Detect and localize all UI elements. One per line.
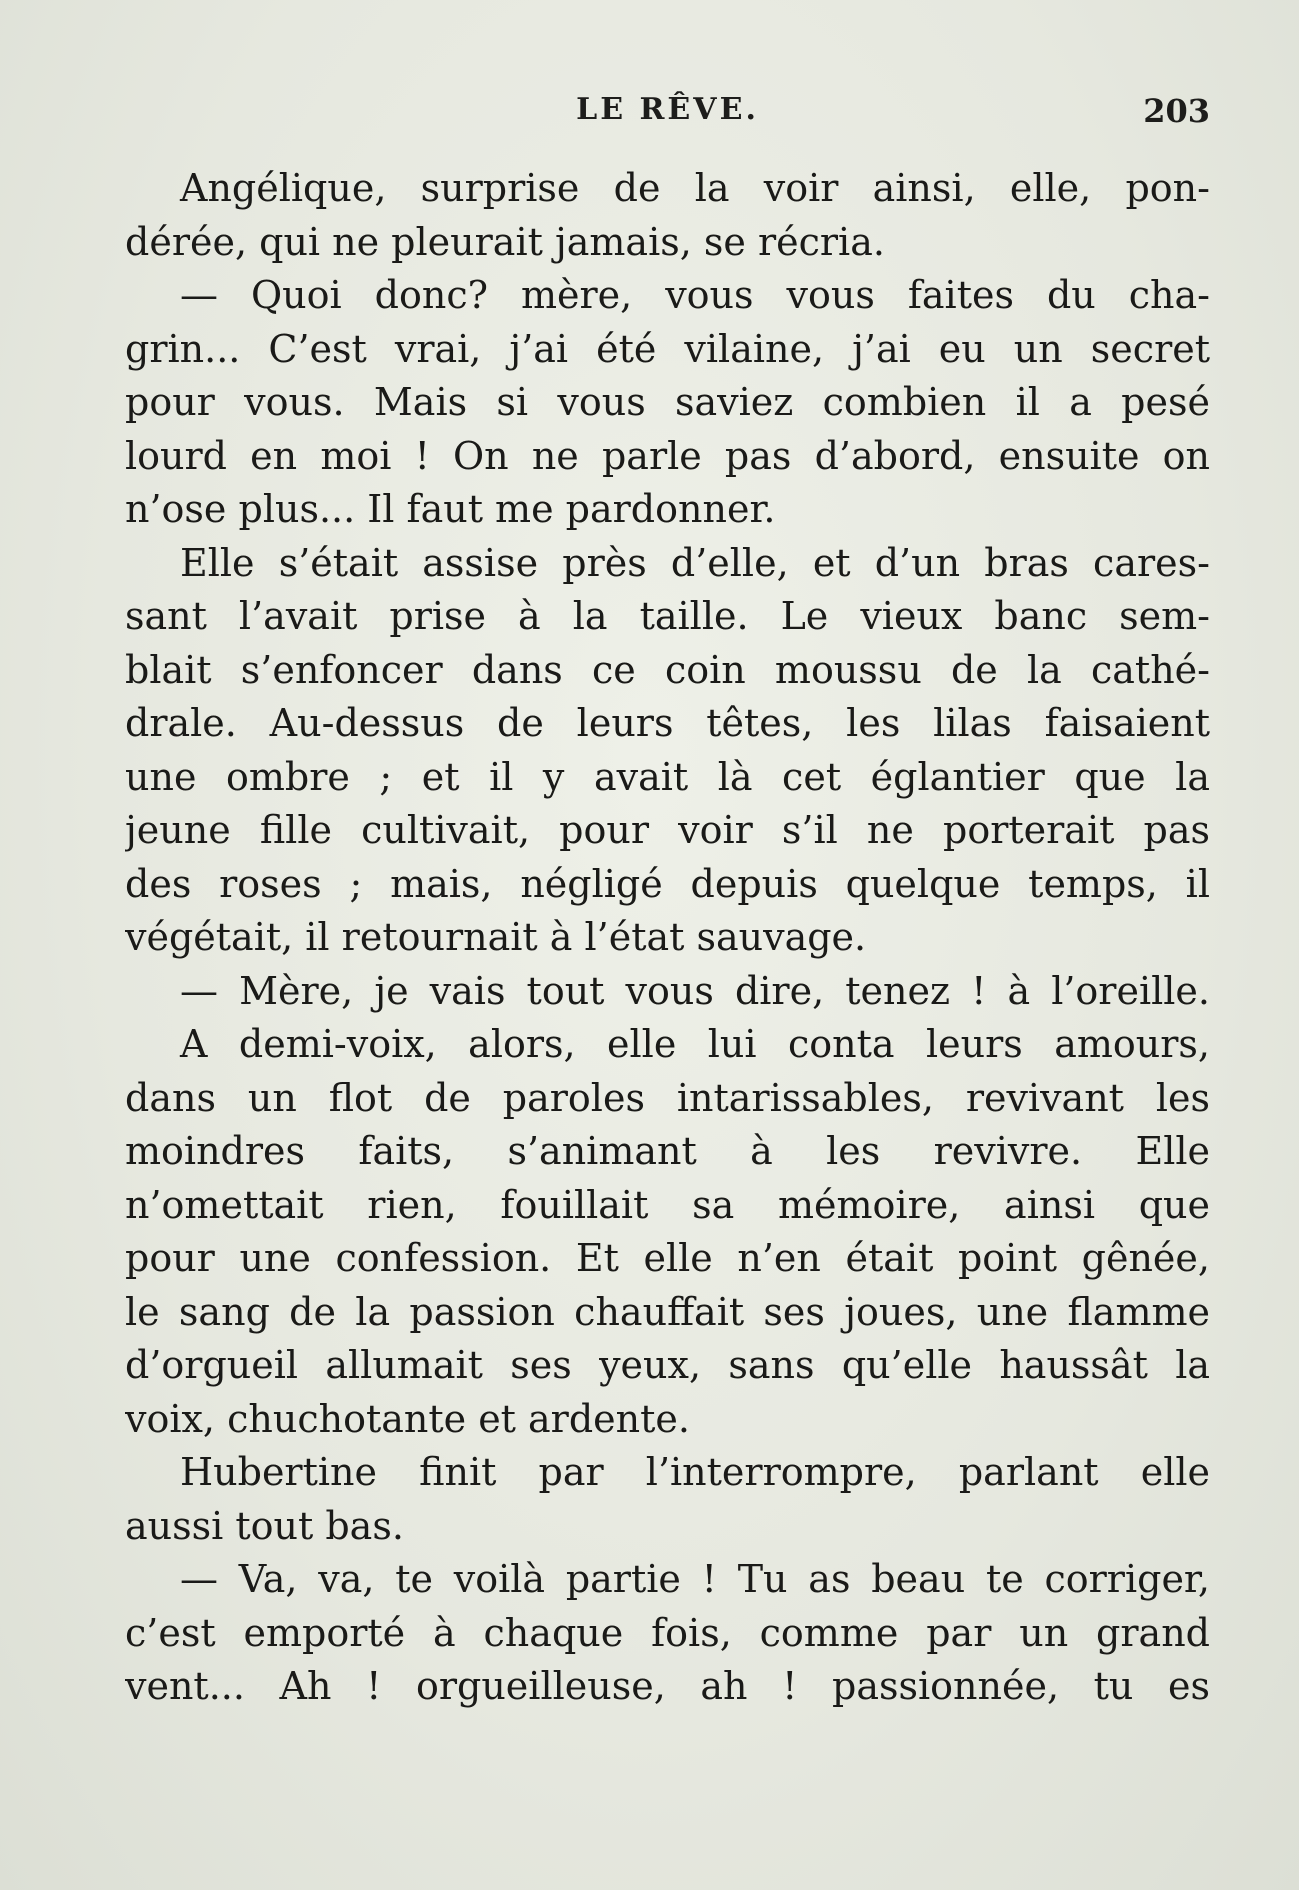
text-line: grin... C’est vrai, j’ai été vilaine, j’ai eu un secret (125, 326, 1210, 371)
text-line: Elle s’était assise près d’elle, et d’un bras cares- (180, 540, 1210, 585)
text-line: voix, chuchotante et ardente. (125, 1396, 690, 1441)
text-line: dérée, qui ne pleurait jamais, se récria. (125, 219, 885, 264)
text-line: le sang de la passion chauffait ses joues, une flamme (125, 1289, 1210, 1334)
text-line: c’est emporté à chaque fois, comme par un grand (125, 1610, 1210, 1655)
text-line: lourd en moi ! On ne parle pas d’abord, ensuite on (125, 433, 1210, 478)
text-line: pour vous. Mais si vous saviez combien il a pesé (125, 380, 1210, 424)
text-line: végétait, il retournait à l’état sauvage. (125, 915, 867, 959)
text-line: des roses ; mais, négligé depuis quelque temps, il (125, 861, 1210, 906)
body-text (125, 162, 1210, 1714)
text-line: pour une confession. Et elle n’en était point gênée, (125, 1236, 1210, 1280)
page-header (125, 92, 1210, 142)
text-line: jeune fille cultivait, pour voir s’il ne porterait pas (125, 808, 1210, 852)
text-line: Hubertine finit par l’interrompre, parlant elle (180, 1450, 1210, 1494)
text-line: blait s’enfoncer dans ce coin moussu de la cathé- (125, 647, 1210, 692)
text-line: Angélique, surprise de la voir ainsi, elle, pon- (180, 166, 1210, 210)
text-line: aussi tout bas. (125, 1503, 404, 1548)
text-line: dans un flot de paroles intarissables, revivant les (125, 1075, 1210, 1120)
text-line: — Va, va, te voilà partie ! Tu as beau te corriger, (180, 1557, 1210, 1601)
text-line: n’omettait rien, fouillait sa mémoire, ainsi que (125, 1182, 1210, 1227)
text-line: une ombre ; et il y avait là cet églantier que la (125, 754, 1210, 799)
page-number: 203 (1143, 92, 1210, 130)
text-line: moindres faits, s’animant à les revivre. Elle (125, 1129, 1210, 1173)
running-title: LE RÊVE. (576, 92, 759, 127)
text-line: n’ose plus... Il faut me pardonner. (125, 487, 776, 531)
text-line: vent... Ah ! orgueilleuse, ah ! passionnée, tu es (125, 1664, 1210, 1708)
text-line: sant l’avait prise à la taille. Le vieux banc sem- (125, 594, 1210, 638)
text-line: — Quoi donc? mère, vous vous faites du cha- (180, 273, 1210, 317)
text-line: d’orgueil allumait ses yeux, sans qu’elle haussât la (125, 1343, 1210, 1387)
text-line: drale. Au-dessus de leurs têtes, les lilas faisaient (125, 701, 1210, 745)
text-line: A demi-voix, alors, elle lui conta leurs amours, (180, 1022, 1210, 1066)
text-line: — Mère, je vais tout vous dire, tenez ! à l’oreille. (180, 968, 1210, 1013)
